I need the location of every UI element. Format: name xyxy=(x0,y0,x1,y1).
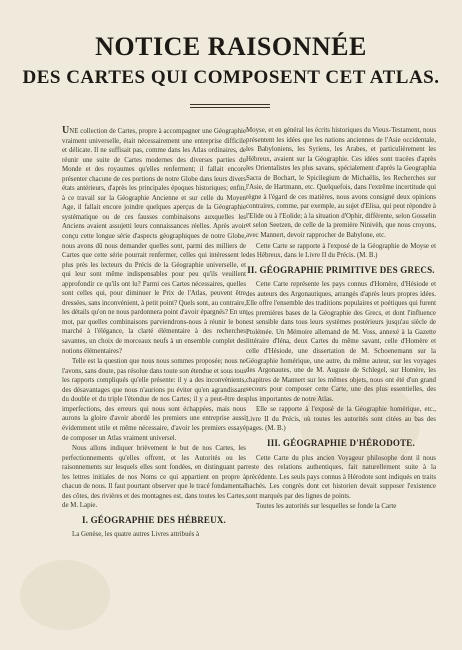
right-column xyxy=(246,126,436,513)
paragraph: Cette Carte représente les pays connus d'Homère, d'Hésiode et des auteurs des Argonautiques, arrangés d'après leurs propres idées. Elle offre l'ensemble des traditions populaires et poétiques qui furent les premières bases de la Géographie des Grecs, et dont l'influence est sensible dans tous leurs systèmes postérieurs jusqu'au siècle de Ptolémée. Un Mémoire allemand de M. Voss, annexé à la Gazette littéraire d'Iéna, deux Cartes du même savant, celle d'Homère et celle d'Hésiode, une dissertation de M. Schoenemann sur la Géographie homérique, une autre, du même auteur, sur les voyages des Argonautes, une de M. Auguste de Schlegel, sur Homère, les chapitres de Mannert sur les mêmes objets, nous ont été d'un grand secours pour composer cette Carte, une des plus essentielles, des plus importantes de notre Atlas. xyxy=(246,281,436,403)
paragraph: Toutes les autorités sur lesquelles se fonde la Carte xyxy=(256,503,397,511)
paragraph: Elle se rapporte à l'exposé de la Géographie homérique, etc., Livre II du Précis, où toutes les autorités sont citées au bas des pages. (M. B.) xyxy=(246,406,436,433)
section-heading: I. GÉOGRAPHIE DES HÉBREUX. xyxy=(82,514,226,525)
paragraph: La Genèse, les quatre autres Livres attribués à xyxy=(72,531,200,539)
paragraph: Cette Carte du plus ancien Voyageur philosophe dont il nous reste des relations authentiques, fait naturellement suite à la précédente. Les seuls pays connus à Hérodote sont indiqués en traits hachés. Les congrès dont cet historien devait supposer l'existence sont marqués par des lignes de points. xyxy=(246,454,436,500)
title-rule xyxy=(190,104,270,108)
section-heading: III. GÉOGRAPHIE D'HÉRODOTE. xyxy=(267,437,415,448)
page-subtitle: DES CARTES QUI COMPOSENT CET ATLAS. xyxy=(22,67,440,88)
left-column xyxy=(62,126,246,541)
paragraph: Nous allons indiquer brièvement le but de nos Cartes, les perfectionnements qu'elles offrent, et les Autorités ou les raisonnements sur lesquels elles sont fondées, en distinguant par les lettres initiales de nos Noms ce qui appartient en propre à chacun de nous. Il faut pourtant observer que le tracé fondamental des côtes, des rivières et des montagnes est, dans toutes les Cartes, de M. Lapie. xyxy=(62,445,246,510)
page-title: NOTICE RAISONNÉE xyxy=(95,32,367,61)
paragraph: Cette Carte se rapporte à l'exposé de la Géographie de Moyse et des Hébreux, dans le Livre II du Précis. (M. B.) xyxy=(246,242,436,260)
section-heading: II. GÉOGRAPHIE PRIMITIVE DES GRECS. xyxy=(247,264,435,275)
paper-stain xyxy=(20,560,110,630)
paragraph: Telle est la question que nous nous sommes proposée; nous ne l'avons, sans doute, pas résolue dans toute son étendue et sous tous les rapports compliqués qu'elle présente: il y a des inconvénients, des désavantages que nous n'aurions pu éviter qu'en agrandissant du double et du triple l'étendue de nos Cartes; il y a peut-être des imperfections, des erreurs qui nous sont échappées, mais nous aurons la gloire d'avoir abordé les premiers une entreprise aussi évidemment utile et même nécessaire, d'avoir les premiers essayé de composer un Atlas vraiment universel. xyxy=(62,358,247,442)
paragraph: Moyse, et en général les écrits historiques du Vieux-Testament, nous présentent les idées que les nations anciennes de l'Asie occidentale, les Babyloniens, les Syriens, les Arabes, et particulièrement les Hébreux, avaient sur la Géographie. Ces idées sont tracées d'après les Orientalistes les plus savans, spécialement d'après la Geographia Sacra de Bochart, le Spicilegium de Michaëlis, les Recherches sur l'Asie, de Hartmann, etc. Quelquefois, dans l'extrême incertitude qui règne à l'égard de ces matières, nous avons consigné deux opinions contraires, comme, par exemple, au sujet d'Elisa, qui peut répondre à l'Elide ou à l'Eolide; à la situation d'Ophir, différente, selon Gosselin et selon Seetzen, de celle de la première Ninivèh, que nous croyons, avec Mannert, devoir rapprocher de Babylone, etc. xyxy=(246,127,436,240)
drop-cap: U xyxy=(62,125,70,136)
intro-paragraph: UNE collection de Cartes, propre à accompagner une Géographie vraiment universelle, était nécessairement une entreprise difficile et délicate. Il ne suffisait pas, comme dans les Atlas ordinaires, de réunir une suite de Cartes modernes des diverses parties du Monde et des royaumes qu'elles renferment; il fallait encore présenter chacune de ces portions de notre Globe dans leurs divers états antérieurs, d'après les principales époques historiques; enfin, à ce travail sur la Géographie Ancienne et sur celle du Moyen Age, il fallait encore joindre quelques aperçus de la Géographie systématique ou de ces fausses combinaisons auxquelles les Anciens avaient assujetti leurs connaissances réelles. Après avoir conçu cette longue série d'aspects géographiques de notre Globe, nous avons dû nous demander quelles sont, parmi des milliers de Cartes que cette série pourrait renfermer, celles qui intéressent le plus près les lecteurs du Précis de la Géographie universelle, et qui leur sont même indispensables pour peu qu'ils veuillent approfondir ce qu'ils ont lu? Parmi ces Cartes nécessaires, quelles sont celles qui, pour diminuer le Prix de l'Atlas, peuvent être dressées, sans inconvénient, à petit point? Quels sont, au contraire, les détails qu'on ne nous pardonnera point d'avoir épargnés? En un mot, par quelles combinaisons parviendrons-nous à réunir le bon marché à l'élégance, la clarté élémentaire à des recherches savantes, un choix de morceaux neufs à un ensemble complet des notions élémentaires? xyxy=(62,125,246,355)
